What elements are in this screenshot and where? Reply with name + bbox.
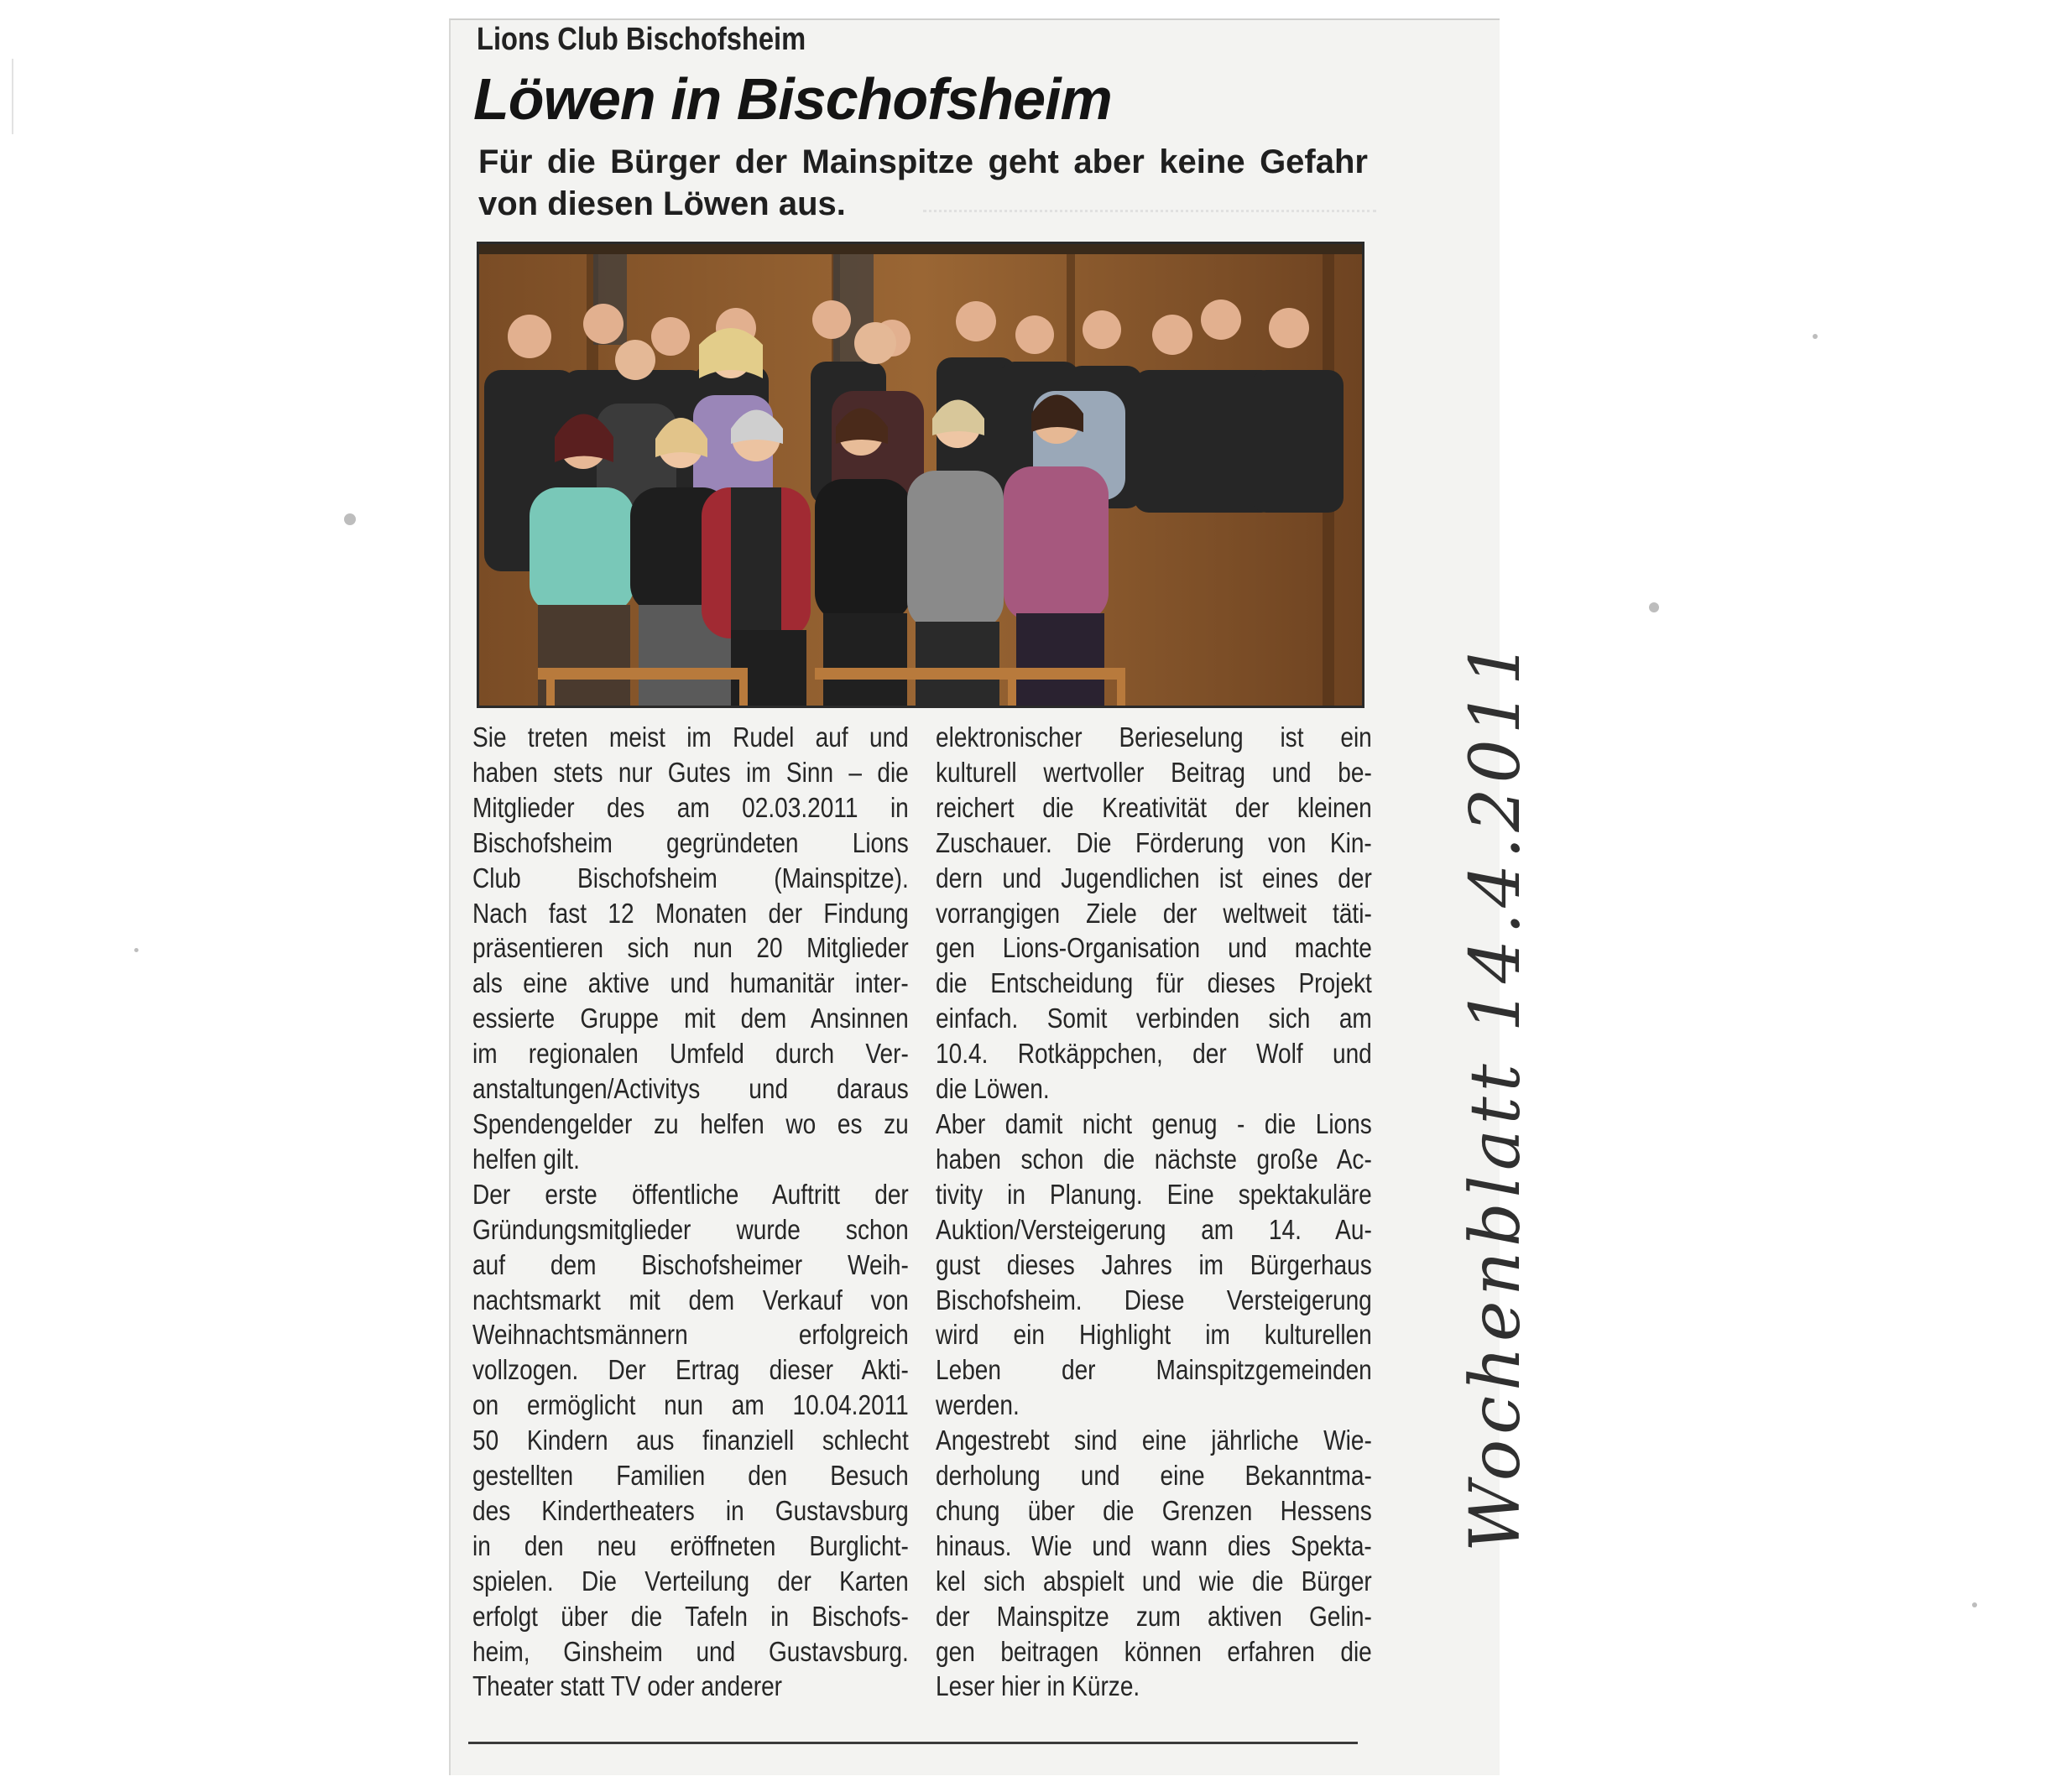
article-line: Gründungsmitglieder wurde schon xyxy=(472,1213,909,1245)
article-line: Nach fast 12 Monaten der Findung xyxy=(472,897,909,929)
article-line: Zuschauer. Die Förderung von Kin- xyxy=(936,826,1372,858)
article-line: Weihnachtsmännern erfolgreich xyxy=(472,1319,909,1351)
article-line: präsentieren sich nun 20 Mitglieder xyxy=(472,932,909,964)
scan-dust-speck xyxy=(134,948,138,952)
article-line: als eine aktive und humanitär inter- xyxy=(472,967,909,999)
article-line: einfach. Somit verbinden sich am xyxy=(936,1003,1372,1034)
article-line: Spendengelder zu helfen wo es zu xyxy=(472,1107,909,1139)
article-line: reichert die Kreativität der kleinen xyxy=(936,791,1372,823)
group-photo-illustration xyxy=(479,244,1362,706)
article-column-right xyxy=(936,720,1372,1704)
article-line: vollzogen. Der Ertrag dieser Akti- xyxy=(472,1354,909,1386)
bottom-rule xyxy=(468,1742,1358,1744)
article-line: haben stets nur Gutes im Sinn – die xyxy=(472,756,909,788)
article-headline: Löwen in Bischofsheim xyxy=(473,66,1112,132)
article-column-left xyxy=(472,720,909,1704)
group-photo xyxy=(477,242,1364,708)
article-line: heim, Ginsheim und Gustavsburg. xyxy=(472,1635,909,1667)
article-line: on ermöglicht nun am 10.04.2011 xyxy=(472,1389,909,1421)
article-kicker: Lions Club Bischofsheim xyxy=(477,22,806,57)
article-line: Leben der Mainspitzgemeinden xyxy=(936,1354,1372,1386)
article-line: helfen gilt. xyxy=(472,1143,580,1175)
article-line: elektronischer Berieselung ist ein xyxy=(936,721,1372,753)
article-line: haben schon die nächste große Ac- xyxy=(936,1143,1372,1175)
article-subhead: Für die Bürger der Mainspitze geht aber keine Gefahr von diesen Löwen aus. xyxy=(478,143,1368,222)
article-line: der Mainspitze zum aktiven Gelin- xyxy=(936,1600,1372,1632)
article-line: Sie treten meist im Rudel auf und xyxy=(472,721,909,753)
article-line: 10.4. Rotkäppchen, der Wolf und xyxy=(936,1038,1372,1070)
article-line: in den neu eröffneten Burglicht- xyxy=(472,1529,909,1561)
scan-dust-speck xyxy=(1972,1602,1977,1607)
article-line: chung über die Grenzen Hessens xyxy=(936,1494,1372,1526)
article-line: auf dem Bischofsheimer Weih- xyxy=(472,1248,909,1280)
article-line: Auktion/Versteigerung am 14. Au- xyxy=(936,1213,1372,1245)
article-line: werden. xyxy=(936,1389,1020,1421)
article-line: Bischofsheim gegründeten Lions xyxy=(472,826,909,858)
article-line: Angestrebt sind eine jährliche Wie- xyxy=(936,1425,1372,1456)
article-line: gust dieses Jahres im Bürgerhaus xyxy=(936,1248,1372,1280)
article-line: Mitglieder des am 02.03.2011 in xyxy=(472,791,909,823)
article-line: gen Lions-Organisation und machte xyxy=(936,932,1372,964)
article-line: hinaus. Wie und wann dies Spekta- xyxy=(936,1529,1372,1561)
article-line: Aber damit nicht genug - die Lions xyxy=(936,1107,1372,1139)
article-line: dern und Jugendlichen ist eines der xyxy=(936,862,1372,893)
article-line: spielen. Die Verteilung der Karten xyxy=(472,1565,909,1597)
handwritten-source-date: Wochenblatt 14.4.2011 xyxy=(1456,636,1536,1552)
article-line: vorrangigen Ziele der weltweit täti- xyxy=(936,897,1372,929)
scan-dust-speck xyxy=(1649,602,1659,612)
article-line: wird ein Highlight im kulturellen xyxy=(936,1319,1372,1351)
article-line: Club Bischofsheim (Mainspitze). xyxy=(472,862,909,893)
article-line: Der erste öffentliche Auftritt der xyxy=(472,1178,909,1210)
article-line: nachtsmarkt mit dem Verkauf von xyxy=(472,1284,909,1315)
article-line: Theater statt TV oder anderer xyxy=(472,1670,783,1702)
article-line: erfolgt über die Tafeln in Bischofs- xyxy=(472,1600,909,1632)
article-line: 50 Kindern aus finanziell schlecht xyxy=(472,1425,909,1456)
article-line: im regionalen Umfeld durch Ver- xyxy=(472,1038,909,1070)
article-line: kel sich abspielt und wie die Bürger xyxy=(936,1565,1372,1597)
article-line: die Entscheidung für dieses Projekt xyxy=(936,967,1372,999)
article-line: tivity in Planung. Eine spektakuläre xyxy=(936,1178,1372,1210)
scan-dust-speck xyxy=(344,513,356,525)
article-line: die Löwen. xyxy=(936,1073,1050,1105)
article-line: essierte Gruppe mit dem Ansinnen xyxy=(472,1003,909,1034)
article-line: Bischofsheim. Diese Versteigerung xyxy=(936,1284,1372,1315)
article-line: gestellten Familien den Besuch xyxy=(472,1460,909,1492)
article-line: derholung und eine Bekanntma- xyxy=(936,1460,1372,1492)
article-line: des Kindertheaters in Gustavsburg xyxy=(472,1494,909,1526)
scan-dust-speck xyxy=(1813,334,1818,339)
article-line: Leser hier in Kürze. xyxy=(936,1670,1140,1702)
article-line: kulturell wertvoller Beitrag und be- xyxy=(936,756,1372,788)
article-line: gen beitragen können erfahren die xyxy=(936,1635,1372,1667)
article-line: anstaltungen/Activitys und daraus xyxy=(472,1073,909,1105)
scan-edge-mark xyxy=(12,59,13,134)
